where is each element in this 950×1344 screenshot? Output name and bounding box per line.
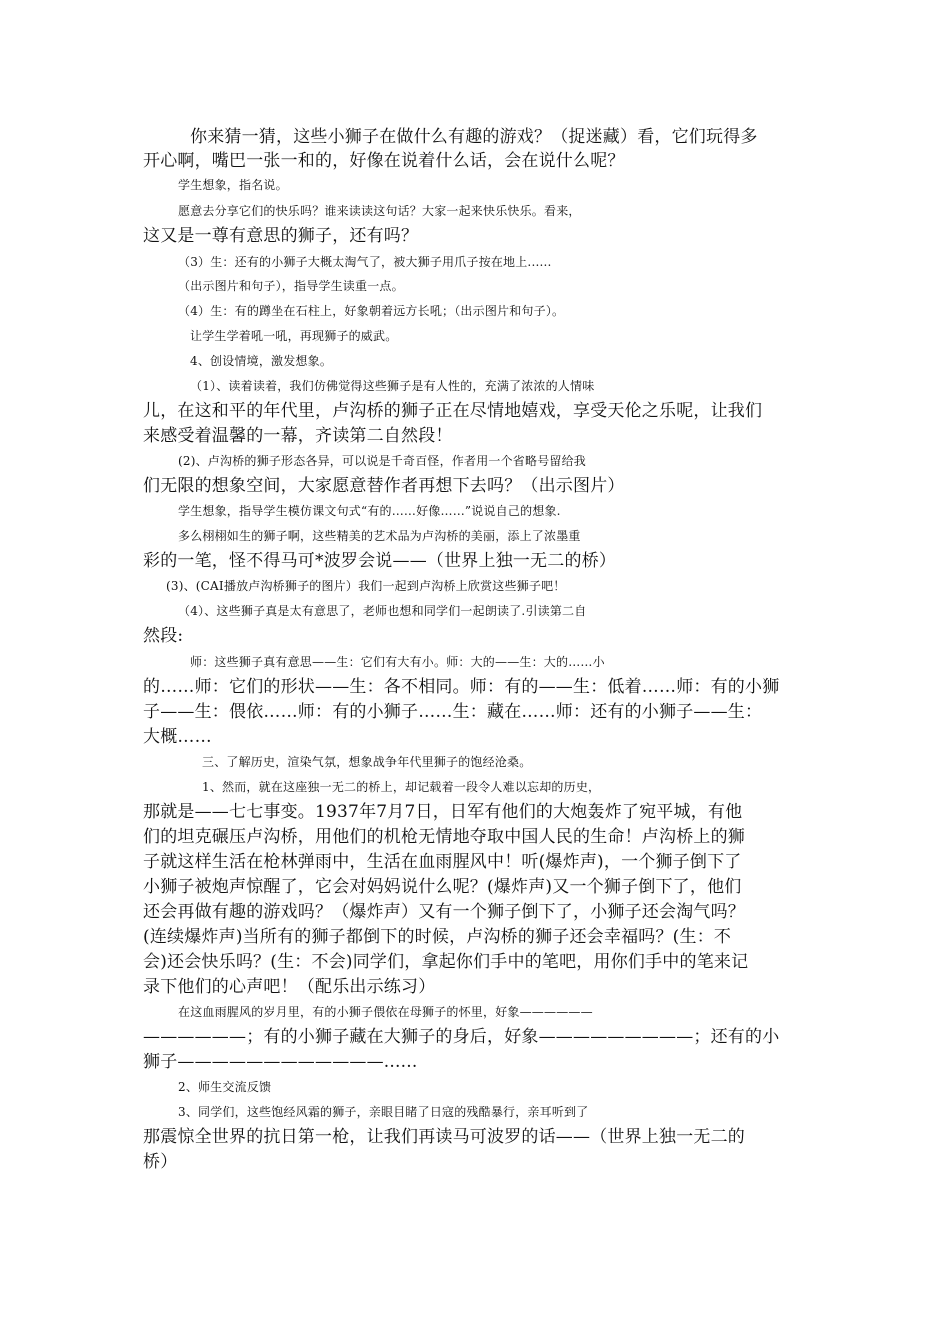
text-line: （4）生：有的蹲坐在石柱上，好象朝着远方长吼；（出示图片和句子）。	[178, 304, 565, 318]
text-line: 多么栩栩如生的狮子啊，这些精美的艺术品为卢沟桥的美丽，添上了浓墨重	[178, 529, 581, 543]
text-line: 开心啊，嘴巴一张一和的，好像在说着什么话，会在说什么呢？	[143, 151, 625, 171]
text-line: (2)、卢沟桥的狮子形态各异，可以说是千奇百怪，作者用一个省略号留给我	[178, 454, 587, 468]
text-line: 4、创设情境，激发想象。	[190, 354, 333, 368]
text-line: （出示图片和句子），指导学生读重一点。	[178, 279, 404, 293]
text-line: 桥）	[143, 1152, 178, 1172]
section-heading: 三、了解历史，渲染气氛，想象战争年代里狮子的饱经沧桑。	[202, 755, 532, 769]
text-line: 学生想象，指导学生模仿课文句式“有的……好像……”说说自己的想象.	[178, 504, 561, 518]
text-line: 大概……	[143, 727, 212, 747]
text-line: ——————；有的小狮子藏在大狮子的身后，好象—————————；还有的小	[143, 1027, 780, 1047]
text-line: 录下他们的心声吧！（配乐出示练习）	[143, 977, 436, 997]
text-line: 2、师生交流反馈	[178, 1080, 272, 1094]
text-line: 来感受着温馨的一幕，齐读第二自然段！	[143, 426, 453, 446]
text-line: (3)、(CAI播放卢沟桥狮子的图片）我们一起到卢沟桥上欣赏这些狮子吧！	[166, 579, 566, 593]
text-line: 彩的一笔，怪不得马可*波罗会说——（世界上独一无二的桥）	[143, 551, 617, 571]
text-line: 3、同学们，这些饱经风霜的狮子，亲眼目睹了日寇的残酷暴行，亲耳听到了	[178, 1105, 589, 1119]
text-line: 学生想象，指名说。	[178, 178, 288, 192]
text-line: 师：这些狮子真有意思——生：它们有大有小。师：大的——生：大的……小	[190, 655, 605, 669]
text-line: 会)还会快乐吗？(生：不会)同学们，拿起你们手中的笔吧，用你们手中的笔来记	[143, 952, 749, 972]
text-line: （1）、读着读着，我们仿佛觉得这些狮子是有人性的，充满了浓浓的人情味	[190, 379, 595, 393]
text-line: 子——生：偎依……师：有的小狮子……生：藏在……师：还有的小狮子——生：	[143, 702, 763, 722]
text-line: 然段:	[143, 626, 184, 646]
text-line: 1、然而，就在这座独一无二的桥上，却记载着一段令人难以忘却的历史，	[202, 780, 601, 794]
text-line: 小狮子被炮声惊醒了，它会对妈妈说什么呢？(爆炸声)又一个狮子倒下了，他们	[143, 877, 742, 897]
text-line: 你来猜一猜，这些小狮子在做什么有趣的游戏？（捉迷藏）看，它们玩得多	[190, 127, 758, 147]
text-line: 们无限的想象空间，大家愿意替作者再想下去吗？（出示图片）	[143, 476, 625, 496]
text-line: 们的坦克碾压卢沟桥，用他们的机枪无情地夺取中国人民的生命！卢沟桥上的狮	[143, 827, 745, 847]
text-line: （4）、这些狮子真是太有意思了，老师也想和同学们一起朗读了.引读第二自	[178, 604, 587, 618]
text-line: 那震惊全世界的抗日第一枪，让我们再读马可波罗的话——（世界上独一无二的	[143, 1127, 745, 1147]
text-line: 愿意去分享它们的快乐吗？谁来读读这句话？大家一起来快乐快乐。看来，	[178, 204, 581, 218]
text-line: 那就是——七七事变。1937年7月7日，日军有他们的大炮轰炸了宛平城，有他	[143, 802, 743, 822]
text-line: 让学生学着吼一吼，再现狮子的威武。	[190, 329, 398, 343]
text-line: 还会再做有趣的游戏吗？（爆炸声）又有一个狮子倒下了，小狮子还会淘气吗？	[143, 902, 745, 922]
text-line: (连续爆炸声)当所有的狮子都倒下的时候，卢沟桥的狮子还会幸福吗？(生：不	[143, 927, 732, 947]
text-line: 子就这样生活在枪林弹雨中，生活在血雨腥风中！听(爆炸声)，一个狮子倒下了	[143, 852, 742, 872]
text-line: 儿，在这和平的年代里，卢沟桥的狮子正在尽情地嬉戏，享受天伦之乐呢，让我们	[143, 401, 763, 421]
text-line: 在这血雨腥风的岁月里，有的小狮子偎依在母狮子的怀里，好象——————	[178, 1005, 593, 1019]
text-line: 狮子————————————......	[143, 1052, 418, 1072]
text-line: 的……师：它们的形状——生：各不相同。师：有的——生：低着……师：有的小狮	[143, 677, 780, 697]
text-line: 这又是一尊有意思的狮子，还有吗？	[143, 226, 419, 246]
text-line: （3）生：还有的小狮子大概太淘气了，被大狮子用爪子按在地上......	[178, 255, 552, 269]
